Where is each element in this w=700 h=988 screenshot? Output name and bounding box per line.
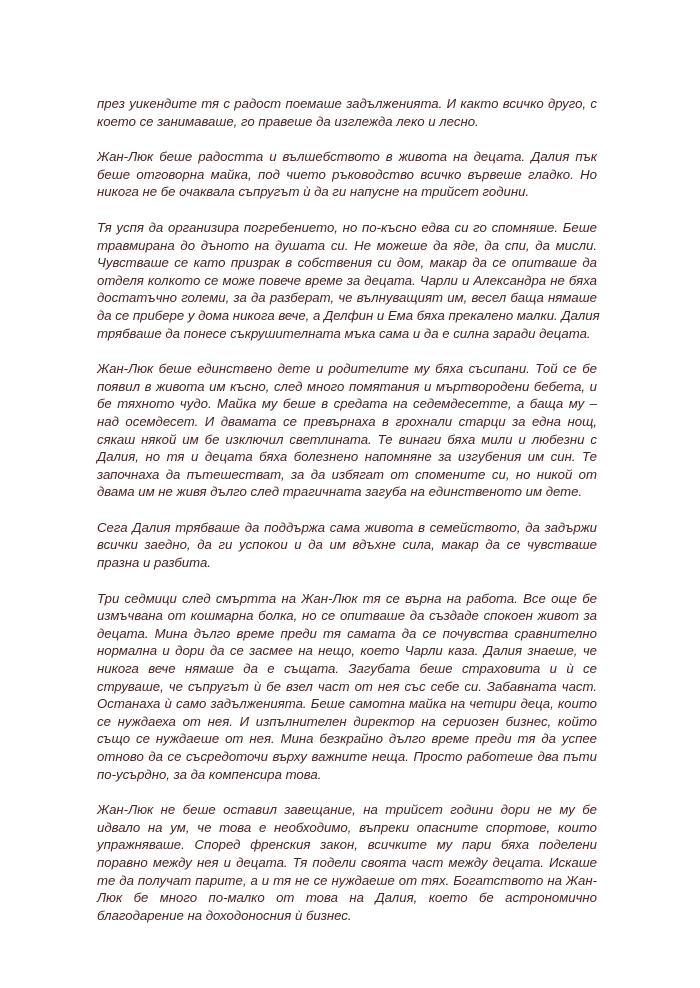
text-line: всички заедно, да ги успокои и да им вдъхне сила, макар да се чувстваше	[97, 537, 597, 553]
text-line: Жан-Люк не беше оставил завещание, на трийсет години дори не му бе	[97, 802, 597, 818]
text-line: Чувстваше се като призрак в собствения си дом, макар да се опитваше да	[97, 255, 597, 271]
text-line: упражняваше. Според френския закон, всичките му пари бяха поделени	[97, 837, 597, 853]
text-line: поравно между нея и децата. Тя подели своята част между децата. Искаше	[97, 854, 597, 870]
text-line: те да получат парите, а и тя не се нуждаеше от тях. Богатството на Жан-	[97, 872, 597, 888]
text-line: появил в живота им късно, след много помятания и мъртвородени бебета, и	[97, 378, 597, 394]
text-line: се нуждаеха от нея. И изпълнителен директор на сериозен бизнес, който	[97, 713, 597, 729]
paragraph	[97, 519, 597, 572]
paragraph	[97, 801, 597, 924]
text-line: което се занимаваше, го правеше да изглежда леко и лесно.	[97, 113, 479, 129]
text-line: Тя успя да организира погребението, но по-късно едва си го спомняше. Беше	[97, 219, 597, 235]
text-line: Жан-Люк беше единствено дете и родителите му бяха съсипани. Той се бе	[97, 361, 597, 377]
text-line: Жан-Люк беше радостта и вълшебството в живота на децата. Далия пък	[97, 149, 597, 165]
text-line: никога не бе очаквала съпругът ѝ да ги напусне на трийсет години.	[97, 184, 530, 200]
text-line: благодарение на доходоносния ѝ бизнес.	[97, 907, 352, 923]
text-line: над осемдесет. И двамата се превърнаха в грохнали старци за една нощ,	[97, 413, 597, 429]
text-line: отделя колкото се може повече време за децата. Чарли и Александра не бяха	[97, 272, 597, 288]
text-line: Люк бе много по-малко от това на Далия, което бе астрономично	[97, 890, 597, 906]
text-line: Останаха ѝ само задълженията. Беше самотна майка на четири деца, които	[97, 696, 597, 712]
text-line: идвало на ум, че това е необходимо, въпреки опасните спортове, които	[97, 819, 597, 835]
paragraph	[97, 219, 600, 342]
text-line: травмирана до дъното на душата си. Не можеше да яде, да спи, да мисли.	[97, 237, 597, 253]
text-line: Сега Далия трябваше да поддържа сама живота в семейството, да задържи	[97, 519, 597, 535]
text-line: по-усърдно, за да компенсира това.	[97, 766, 322, 782]
text-line: децата. Мина дълго време преди тя самата да се почувства сравнително	[97, 625, 597, 641]
text-line: Три седмици след смъртта на Жан-Люк тя се върна на работа. Все още бе	[97, 590, 597, 606]
text-line: бе тяхното чудо. Майка му беше в средата на седемдесетте, а баща му –	[97, 396, 597, 412]
text-line: сякаш някой им бе изключил светлината. Те винаги бяха мили и любезни с	[97, 431, 597, 447]
text-line: никога вече нямаше да е същата. Загубата беше страховита и ѝ се	[97, 661, 597, 677]
text-line: двама им не живя дълго след трагичната загуба на единственото им дете.	[97, 484, 583, 500]
paragraph	[97, 360, 597, 501]
text-line: да се прибере у дома никога вече, а Делфин и Ема бяха прекалено малки. Далия	[97, 307, 600, 323]
paragraph	[97, 95, 597, 130]
text-line: отново да се съсредоточи върху важните неща. Просто работеше два пъти	[97, 749, 597, 764]
text-line: измъчвана от кошмарна болка, но се опитваше да създаде спокоен живот за	[97, 608, 597, 624]
text-line: през уикендите тя с радост поемаше задълженията. И както всичко друго, с	[97, 96, 597, 111]
text-line: беше отговорна майка, под чието ръководство всичко вървеше гладко. Но	[97, 166, 597, 182]
text-line: нормална и дори да се засмее на нещо, което Чарли каза. Далия знаеше, че	[97, 643, 597, 659]
paragraph	[97, 148, 597, 201]
text-line: Далия, но тя и децата бяха болезнено напомняне за изгубения им син. Те	[97, 449, 597, 465]
text-line: също се нуждаеше от нея. Мина безкрайно дълго време преди тя да успее	[97, 731, 597, 747]
page-body-text	[97, 95, 600, 942]
text-line: достатъчно големи, за да разберат, че вълнуващият им, весел баща нямаше	[97, 290, 597, 306]
text-line: струваше, че съпругът ѝ бе взел част от нея със себе си. Забавната част.	[97, 678, 597, 694]
text-line: започнаха да пътешестват, за да избягат от спомените си, но никой от	[97, 466, 597, 482]
text-line: празна и разбита.	[97, 555, 211, 571]
paragraph	[97, 590, 597, 784]
text-line: трябваше да понесе съкрушителната мъка сама и да е силна заради децата.	[97, 325, 591, 341]
